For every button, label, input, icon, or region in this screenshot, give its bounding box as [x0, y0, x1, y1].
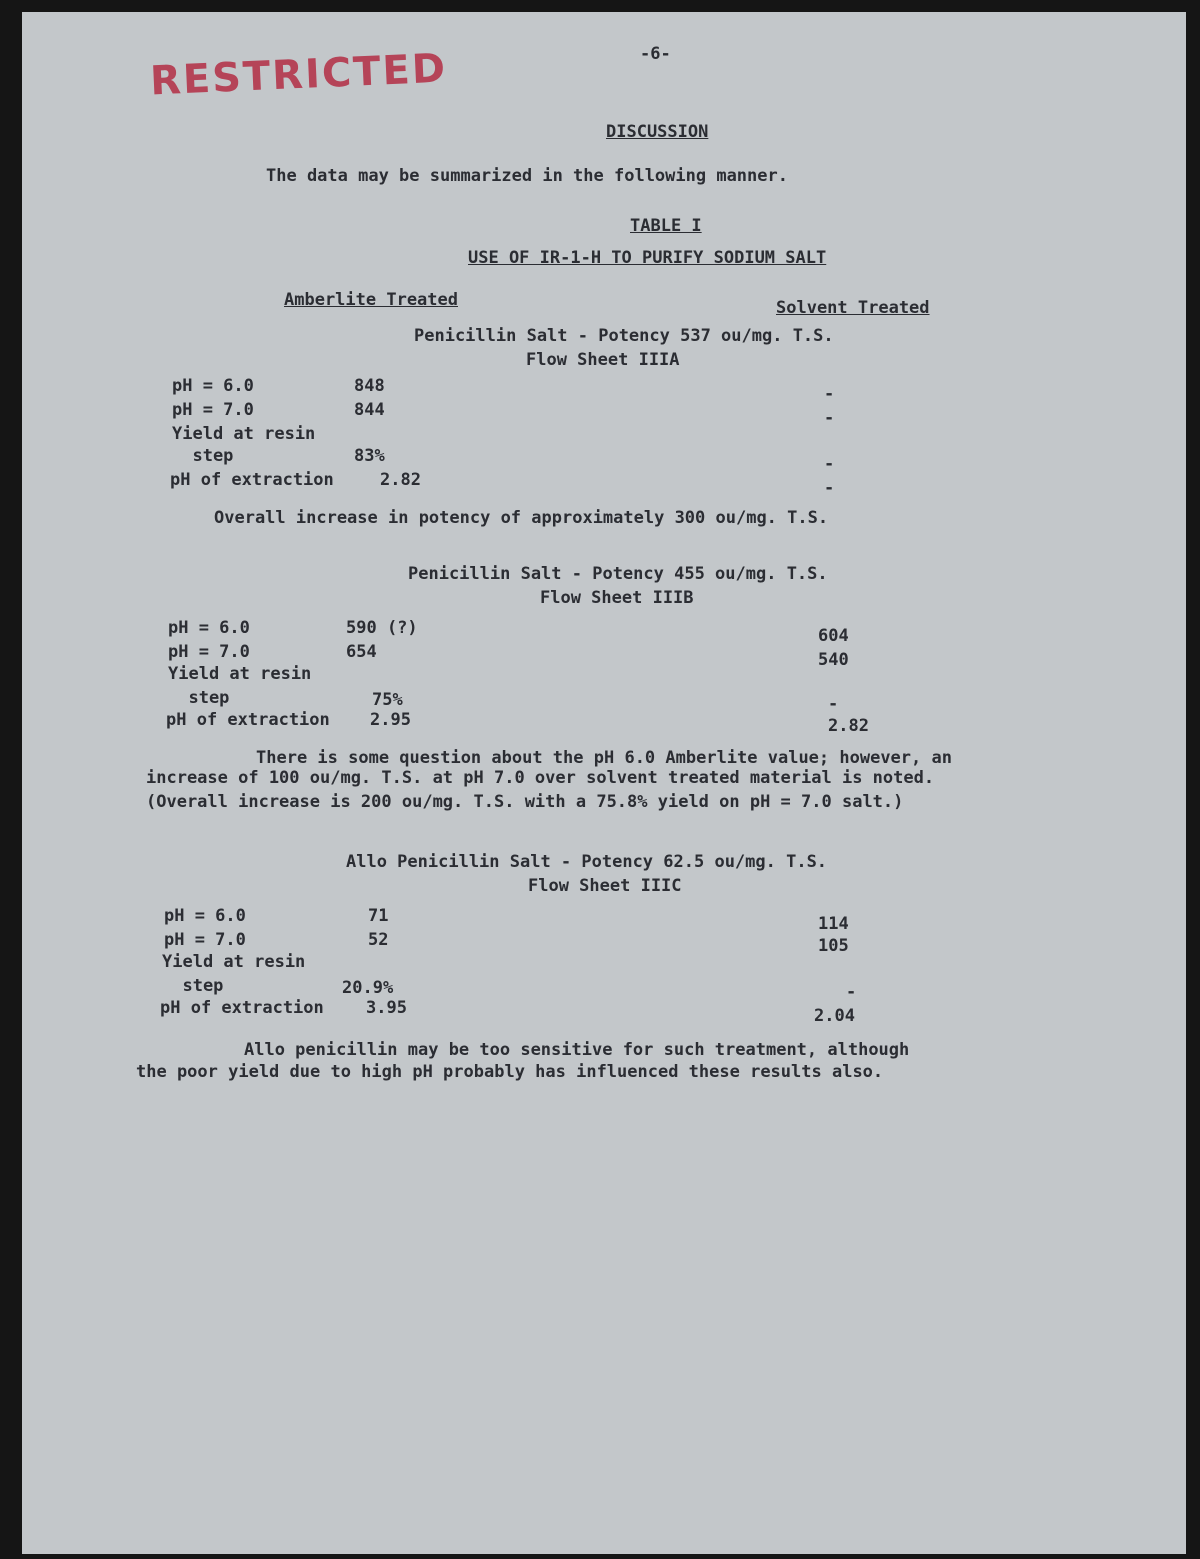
- table-subtitle: USE OF IR-1-H TO PURIFY SODIUM SALT: [468, 248, 827, 268]
- row-label: pH = 7.0: [168, 642, 250, 662]
- section2-flow: Flow Sheet IIIB: [540, 588, 694, 608]
- row-amberlite-value: 75%: [372, 690, 403, 710]
- row-label: step: [168, 688, 230, 708]
- row-amberlite-value: 844: [354, 400, 385, 420]
- row-solvent-value: -: [824, 384, 835, 404]
- row-solvent-value: -: [846, 982, 857, 1002]
- row-label: pH = 7.0: [172, 400, 254, 420]
- section2-note-line: (Overall increase is 200 ou/mg. T.S. with a 75.8% yield on pH = 7.0 salt.): [146, 792, 904, 812]
- section1-note: Overall increase in potency of approximately 300 ou/mg. T.S.: [214, 508, 829, 528]
- row-label: pH = 6.0: [164, 906, 246, 926]
- row-amberlite-value: 20.9%: [342, 978, 394, 998]
- row-solvent-value: 114: [818, 914, 849, 934]
- row-label: Yield at resin: [162, 952, 306, 972]
- row-solvent-value: -: [824, 454, 835, 474]
- section-heading: DISCUSSION: [606, 122, 709, 142]
- row-solvent-value: 604: [818, 626, 849, 646]
- row-label: step: [162, 976, 224, 996]
- section3-note-line: Allo penicillin may be too sensitive for such treatment, although: [244, 1040, 910, 1060]
- row-solvent-value: -: [828, 694, 839, 714]
- row-solvent-value: 540: [818, 650, 849, 670]
- row-amberlite-value: 52: [368, 930, 389, 950]
- row-label: pH = 7.0: [164, 930, 246, 950]
- row-solvent-value: -: [824, 478, 835, 498]
- row-amberlite-value: 2.82: [380, 470, 421, 490]
- section3-note-line: the poor yield due to high pH probably has influenced these results also.: [136, 1062, 884, 1082]
- row-label: pH of extraction: [170, 470, 334, 490]
- row-label: pH = 6.0: [172, 376, 254, 396]
- column-header-solvent: Solvent Treated: [776, 298, 930, 318]
- section2-title: Penicillin Salt - Potency 455 ou/mg. T.S.: [408, 564, 828, 584]
- row-amberlite-value: 3.95: [366, 998, 407, 1018]
- section2-note-line: increase of 100 ou/mg. T.S. at pH 7.0 over solvent treated material is noted.: [146, 768, 935, 788]
- row-label: step: [172, 446, 234, 466]
- row-amberlite-value: 71: [368, 906, 389, 926]
- page-number: -6-: [640, 44, 671, 64]
- row-solvent-value: 105: [818, 936, 849, 956]
- row-amberlite-value: 848: [354, 376, 385, 396]
- restricted-stamp: RESTRICTED: [149, 45, 448, 105]
- section3-flow: Flow Sheet IIIC: [528, 876, 682, 896]
- row-solvent-value: 2.04: [814, 1006, 855, 1026]
- row-label: Yield at resin: [168, 664, 312, 684]
- column-header-amberlite: Amberlite Treated: [284, 290, 458, 310]
- section2-note-line: There is some question about the pH 6.0 Amberlite value; however, an: [256, 748, 952, 768]
- row-label: pH of extraction: [160, 998, 324, 1018]
- section1-title: Penicillin Salt - Potency 537 ou/mg. T.S.: [414, 326, 834, 346]
- row-amberlite-value: 590 (?): [346, 618, 418, 638]
- row-label: Yield at resin: [172, 424, 316, 444]
- row-amberlite-value: 2.95: [370, 710, 411, 730]
- section3-title: Allo Penicillin Salt - Potency 62.5 ou/mg. T.S.: [346, 852, 828, 872]
- table-title: TABLE I: [630, 216, 702, 236]
- row-solvent-value: -: [824, 408, 835, 428]
- row-amberlite-value: 83%: [354, 446, 385, 466]
- intro-text: The data may be summarized in the following manner.: [266, 166, 788, 186]
- section1-flow: Flow Sheet IIIA: [526, 350, 680, 370]
- row-solvent-value: 2.82: [828, 716, 869, 736]
- row-amberlite-value: 654: [346, 642, 377, 662]
- row-label: pH = 6.0: [168, 618, 250, 638]
- row-label: pH of extraction: [166, 710, 330, 730]
